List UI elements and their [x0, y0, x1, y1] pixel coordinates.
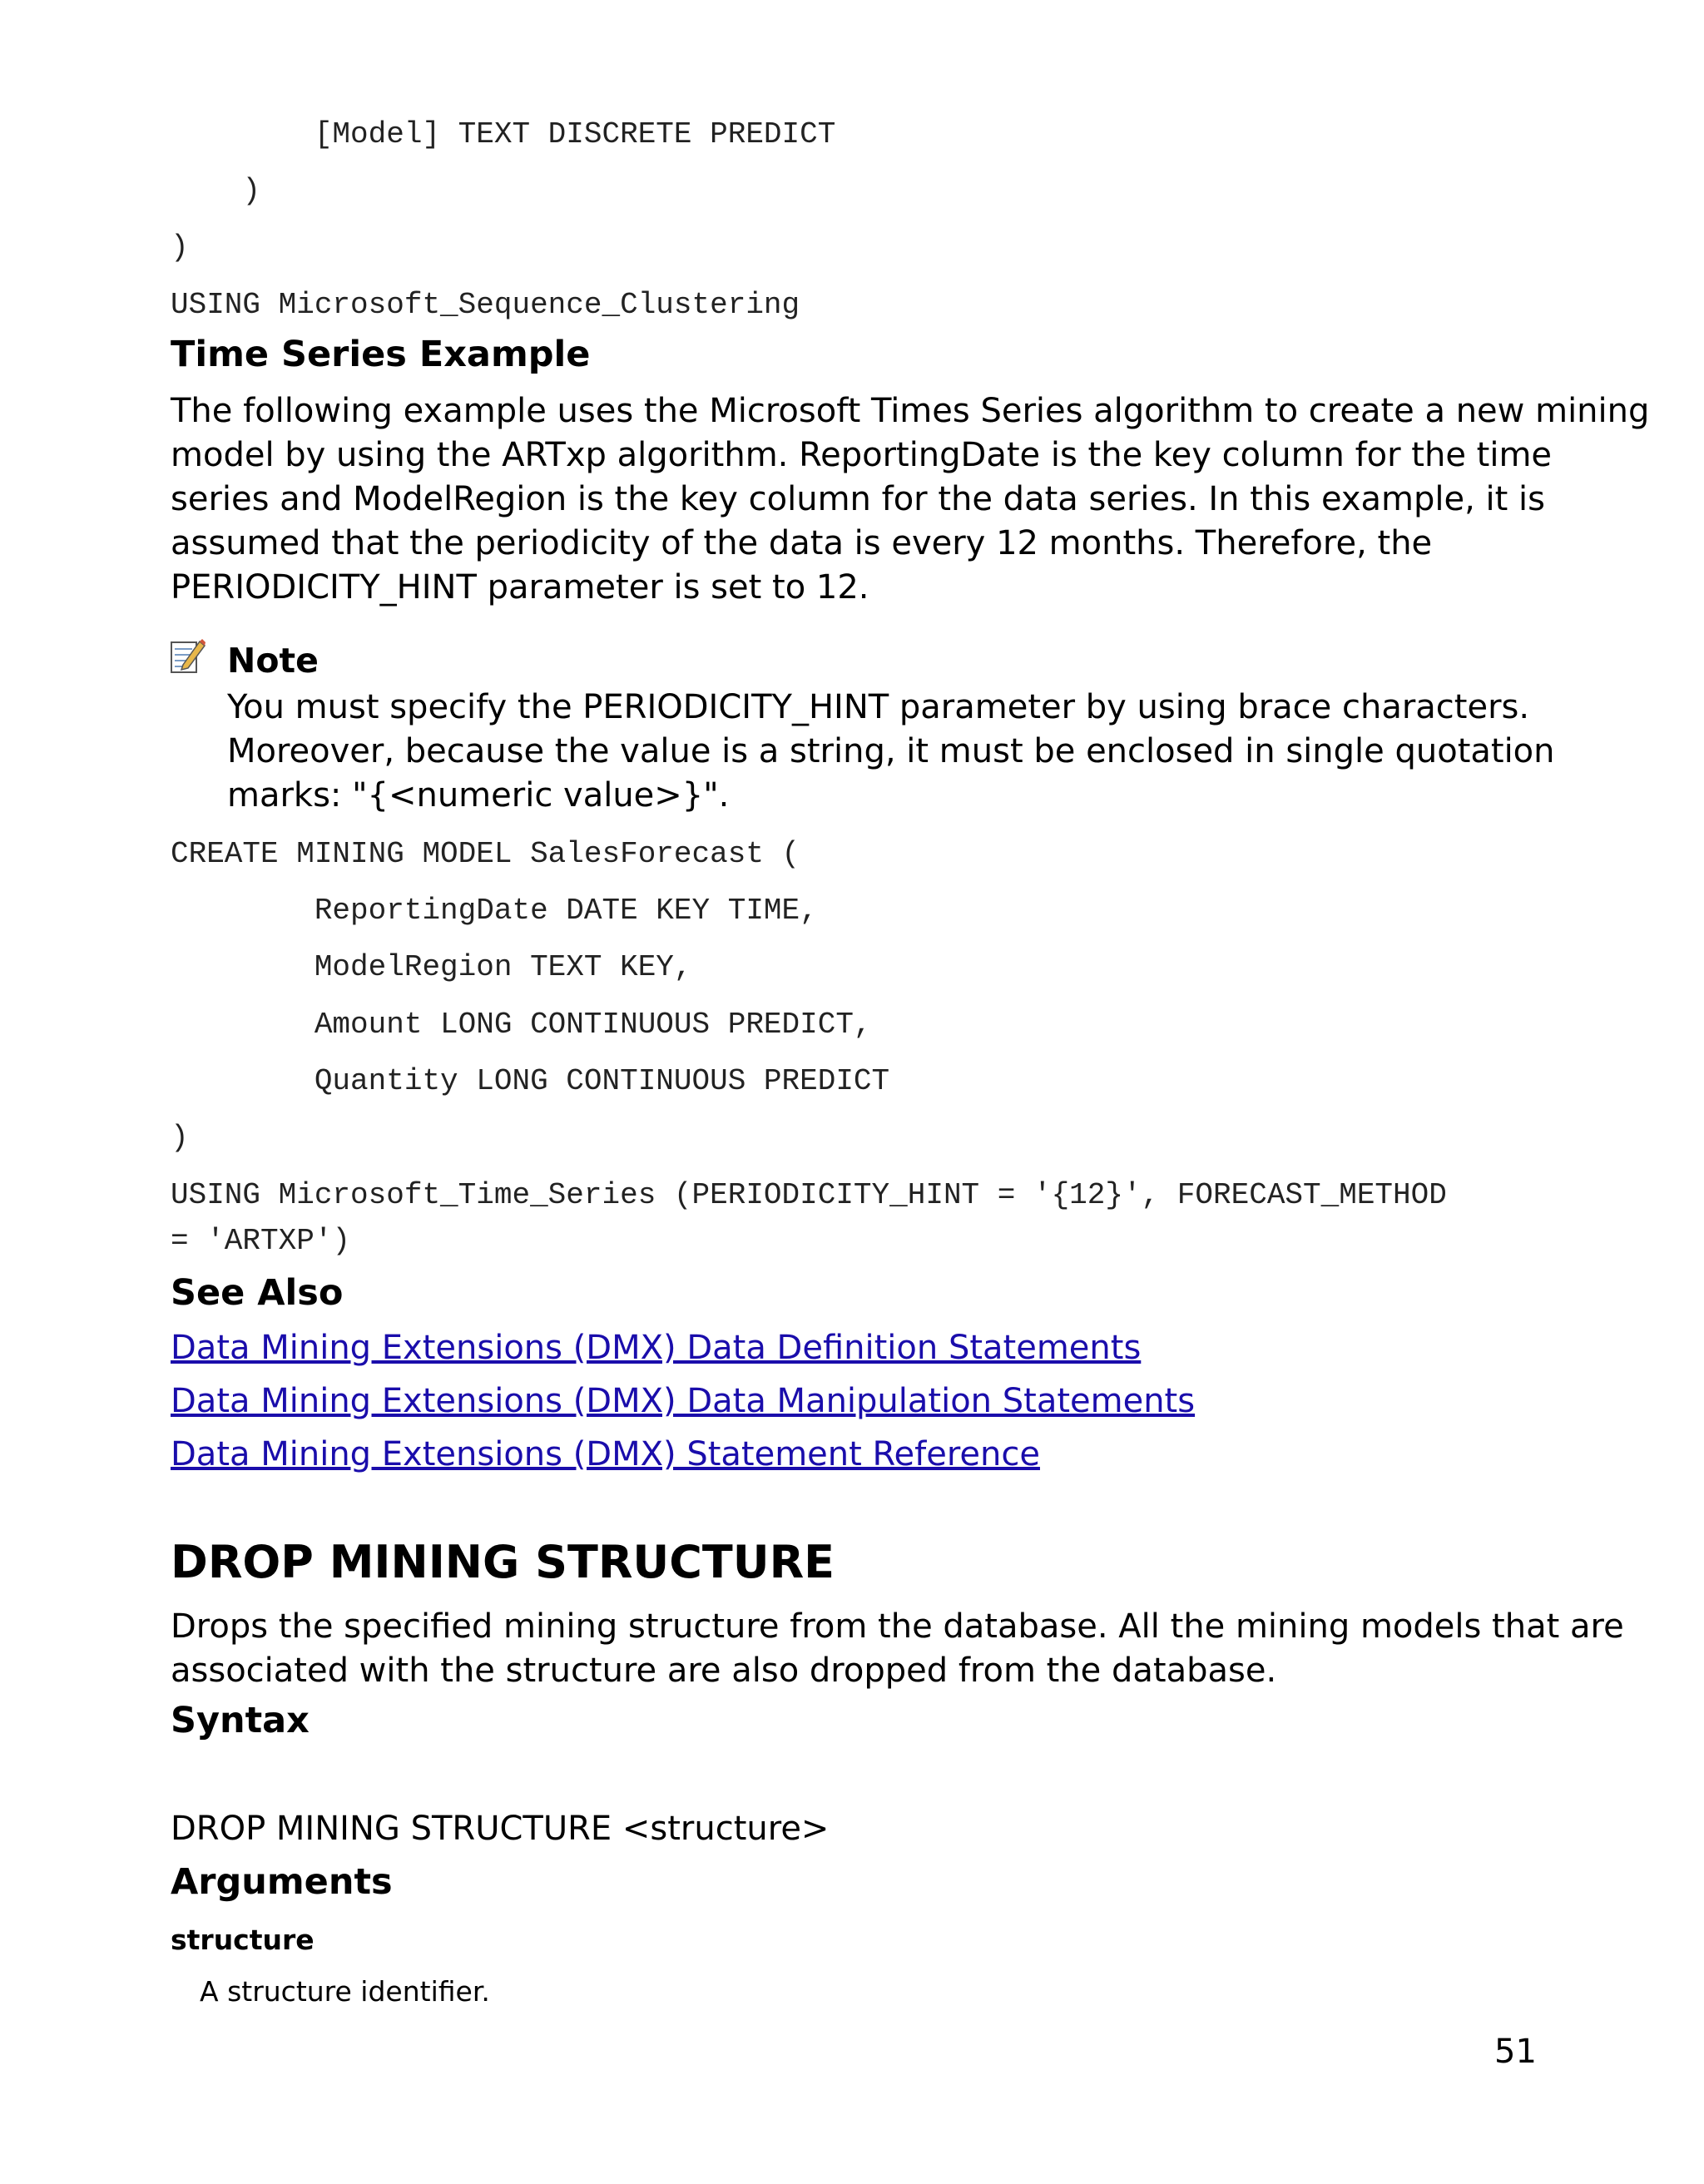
- code-line: ): [171, 174, 261, 208]
- code-line: = 'ARTXP'): [171, 1224, 351, 1258]
- paragraph-line: Drops the specified mining structure from the database. All the mining models that are: [171, 1607, 1624, 1646]
- drop-description: [171, 1605, 1624, 1693]
- code-line: ): [171, 230, 189, 265]
- syntax-line: DROP MINING STRUCTURE <structure>: [171, 1810, 830, 1848]
- code-line: Amount LONG CONTINUOUS PREDICT,: [171, 1008, 872, 1042]
- paragraph-line: associated with the structure are also dropped from the database.: [171, 1652, 1277, 1690]
- code-line: Quantity LONG CONTINUOUS PREDICT: [171, 1064, 890, 1098]
- link-dmx-statement-reference[interactable]: Data Mining Extensions (DMX) Statement Reference: [171, 1435, 1040, 1473]
- code-line: [Model] TEXT DISCRETE PREDICT: [171, 117, 836, 151]
- paragraph-line: model by using the ARTxp algorithm. ReportingDate is the key column for the time: [171, 436, 1553, 474]
- paragraph-line: series and ModelRegion is the key column for the data series. In this example, it is: [171, 480, 1546, 518]
- note-line: Moreover, because the value is a string, it must be enclosed in single quotation: [227, 732, 1555, 770]
- link-dmx-data-manipulation[interactable]: Data Mining Extensions (DMX) Data Manipulation Statements: [171, 1382, 1196, 1420]
- note-line: You must specify the PERIODICITY_HINT parameter by using brace characters.: [227, 688, 1530, 726]
- note-title: Note: [227, 641, 319, 681]
- code-line: USING Microsoft_Sequence_Clustering: [171, 288, 800, 322]
- page-number: 51: [1494, 2033, 1537, 2071]
- code-line: ReportingDate DATE KEY TIME,: [171, 894, 818, 928]
- code-line: CREATE MINING MODEL SalesForecast (: [171, 837, 800, 871]
- paragraph-line: assumed that the periodicity of the data is every 12 months. Therefore, the: [171, 524, 1433, 562]
- argument-description: A structure identifier.: [200, 1975, 490, 2008]
- link-dmx-data-definition[interactable]: Data Mining Extensions (DMX) Data Definition Statements: [171, 1329, 1142, 1367]
- paragraph-line: The following example uses the Microsoft Times Series algorithm to create a new mining: [171, 392, 1650, 430]
- code-line: USING Microsoft_Time_Series (PERIODICITY_HINT = '{12}', FORECAST_METHOD: [171, 1178, 1447, 1212]
- note-line: marks: "{<numeric value>}".: [227, 776, 730, 815]
- code-line: ModelRegion TEXT KEY,: [171, 950, 692, 984]
- code-line: ): [171, 1121, 189, 1155]
- argument-name: structure: [171, 1924, 315, 1956]
- section-heading-arguments: Arguments: [171, 1861, 393, 1903]
- section-heading-see-also: See Also: [171, 1272, 344, 1314]
- time-series-paragraph: [171, 389, 1650, 610]
- paragraph-line: PERIODICITY_HINT parameter is set to 12.: [171, 568, 869, 607]
- note-body: [227, 686, 1555, 818]
- section-heading-syntax: Syntax: [171, 1700, 310, 1741]
- topic-title: DROP MINING STRUCTURE: [171, 1536, 835, 1588]
- note-pencil-icon: [170, 637, 206, 676]
- section-heading-time-series: Time Series Example: [171, 334, 591, 375]
